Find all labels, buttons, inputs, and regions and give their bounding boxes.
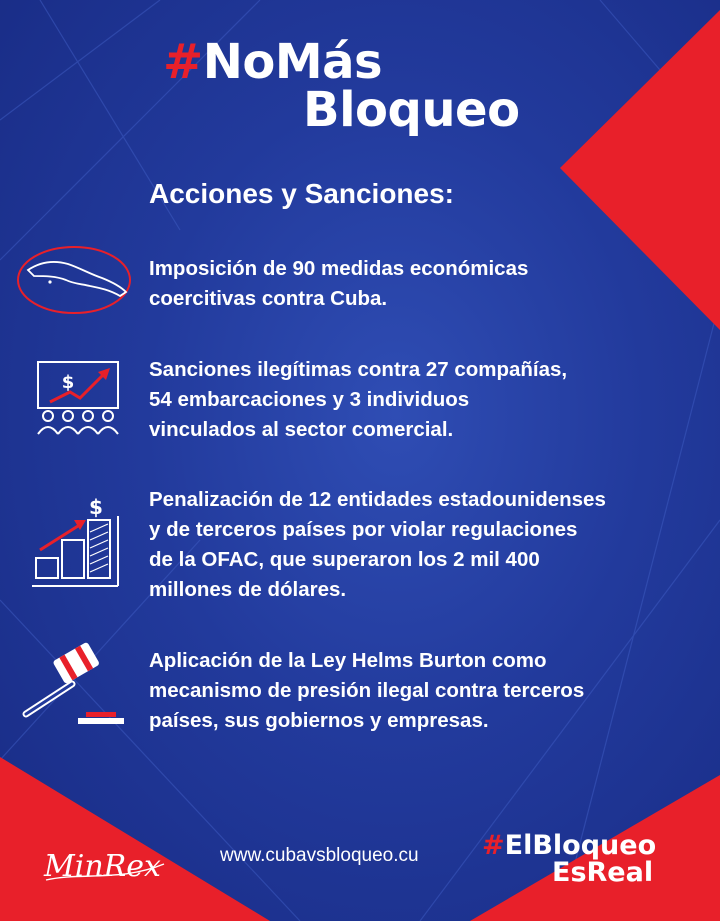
section-title: Acciones y Sanciones: xyxy=(149,178,455,209)
item-4-line: Aplicación de la Ley Helms Burton como xyxy=(149,649,547,672)
red-triangle-bottom-left xyxy=(0,757,270,921)
item-3-line: Penalización de 12 entidades estadounidenses xyxy=(149,488,606,511)
item-1-line: coercitivas contra Cuba. xyxy=(149,287,388,310)
item-2-line: Sanciones ilegítimas contra 27 compañías, xyxy=(149,358,568,381)
cuba-map-icon xyxy=(10,240,140,320)
footer-tag-line1: ElBloqueo xyxy=(504,830,657,861)
item-3-line: de la OFAC, que superaron los 2 mil 400 xyxy=(149,548,540,571)
website-link[interactable]: www.cubavsbloqueo.cu xyxy=(220,845,419,866)
hashtag-symbol: # xyxy=(163,34,203,90)
item-2-line: vinculados al sector comercial. xyxy=(149,418,454,441)
item-3 xyxy=(149,485,709,605)
page-title xyxy=(163,34,520,138)
presentation-dollar-icon xyxy=(22,358,130,440)
item-2-line: 54 embarcaciones y 3 individuos xyxy=(149,388,470,411)
footer-hashtag xyxy=(482,832,656,886)
item-3-line: millones de dólares. xyxy=(149,578,347,601)
item-3-line: y de terceros países por violar regulaciones xyxy=(149,518,578,541)
title-line2: Bloqueo xyxy=(303,82,520,138)
item-4 xyxy=(149,646,709,736)
item-4-line: mecanismo de presión ilegal contra terceros xyxy=(149,679,585,702)
title-line1: NoMás xyxy=(202,34,383,90)
footer-hashtag-symbol: # xyxy=(482,830,505,861)
item-2 xyxy=(149,355,709,445)
footer-tag-line2: EsReal xyxy=(552,857,654,888)
item-4-line: países, sus gobiernos y empresas. xyxy=(149,709,489,732)
item-1-line: Imposición de 90 medidas económicas xyxy=(149,257,529,280)
svg-text:$: $ xyxy=(61,372,75,393)
minrex-logo xyxy=(40,842,180,886)
svg-text:$: $ xyxy=(89,495,103,519)
bar-chart-dollar-icon xyxy=(30,492,126,590)
item-1 xyxy=(149,254,709,314)
gavel-icon xyxy=(16,640,128,730)
logo-text: MinRex xyxy=(44,849,161,884)
